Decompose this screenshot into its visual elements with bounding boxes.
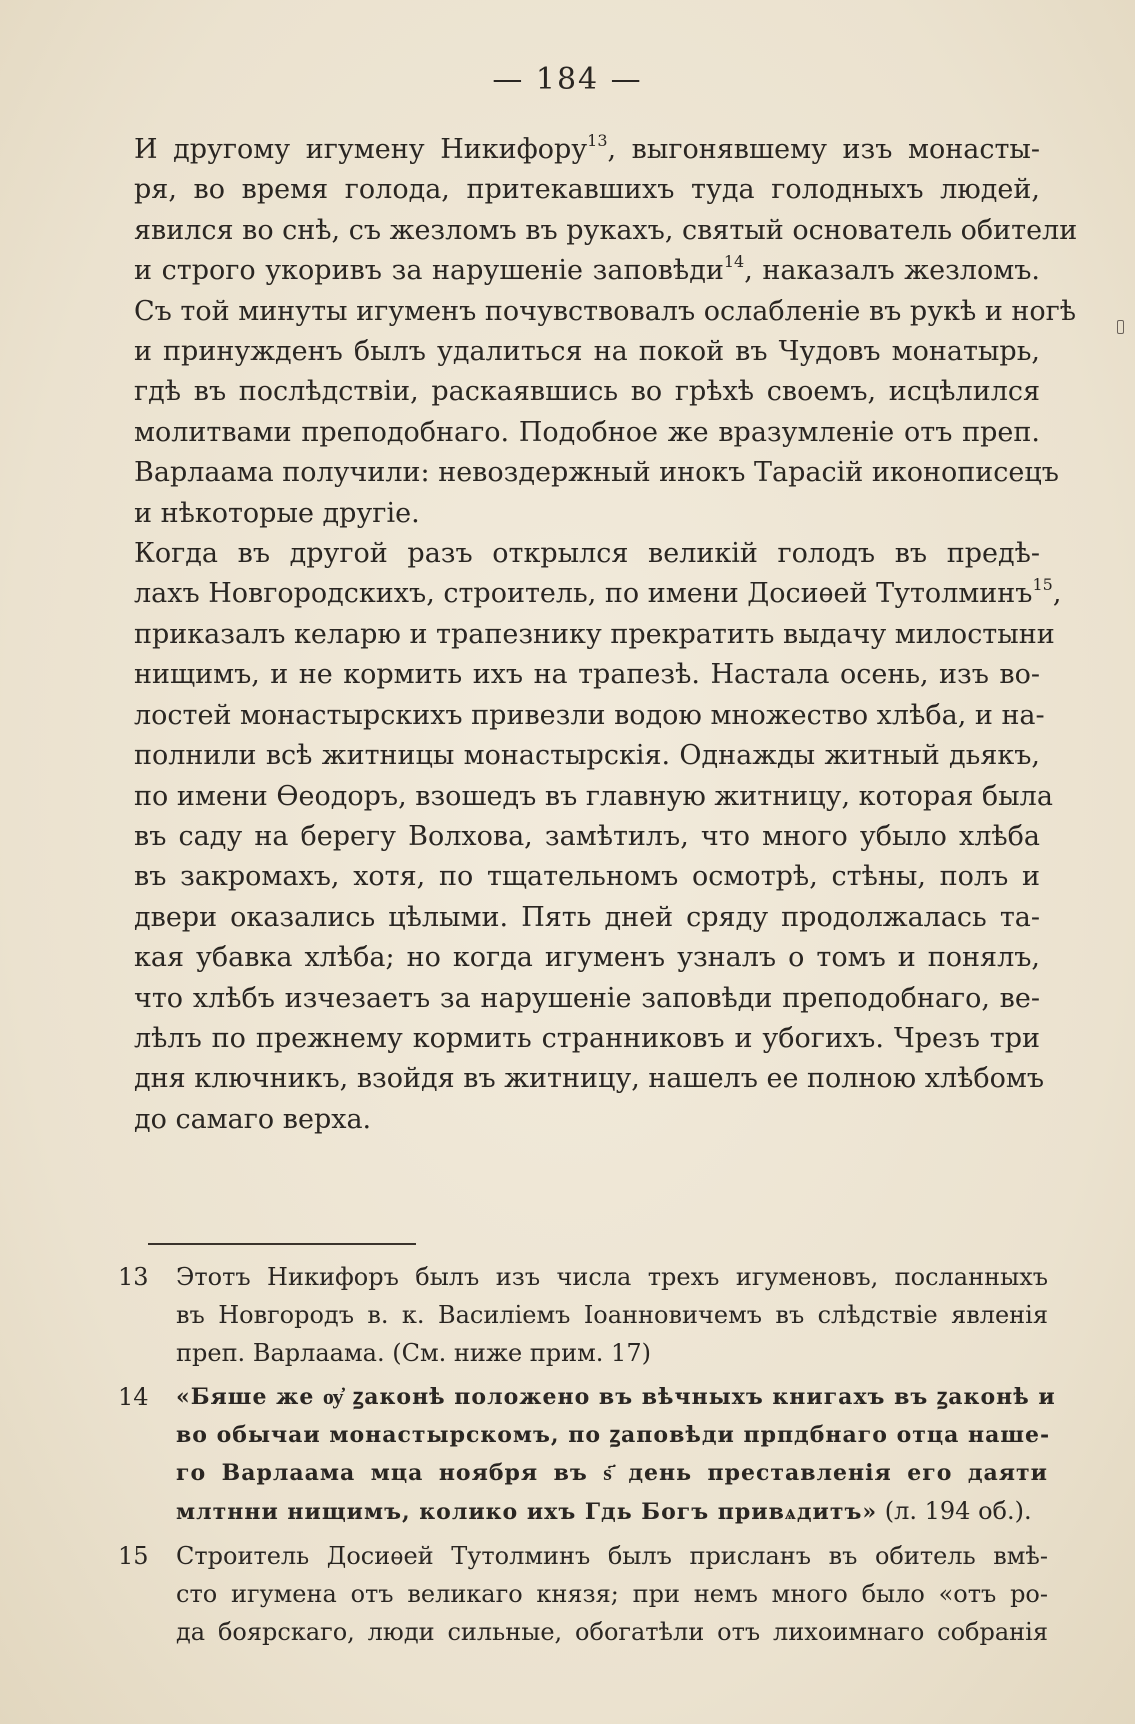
footnote-number: 13 [118, 1263, 149, 1291]
footnote-line: преп. Варлаама. (См. ниже прим. 17) [176, 1339, 651, 1367]
footnotes [118, 1258, 1056, 1657]
text-line: въ закромахъ, хотя, по тщательномъ осмотрѣ, стѣны, полъ и [134, 861, 1040, 893]
footnote-line: сто игумена отъ великаго князя; при немъ много было «отъ ро- [176, 1580, 1048, 1608]
paragraph-1 [126, 130, 1078, 534]
paragraph-2 [126, 534, 1062, 1140]
footnote-ref-15[interactable]: 15 [1032, 575, 1053, 595]
text-line: гдѣ въ послѣдствіи, раскаявшись во грѣхѣ своемъ, исцѣлился [134, 376, 1040, 408]
text-line: приказалъ келарю и трапезнику прекратить выдачу милостыни [134, 618, 1055, 650]
text-line: и принужденъ былъ удалиться на покой въ Чудовъ монатырь, [134, 336, 1040, 368]
text-line: явился во снѣ, съ жезломъ въ рукахъ, святый основатель обители [134, 214, 1078, 246]
text-line [126, 574, 1062, 614]
footnote-13 [118, 1258, 1048, 1372]
footnote-line: Строитель Досиѳей Тутолминъ былъ присланъ въ обитель вмѣ- [176, 1542, 1048, 1570]
text-line: Когда въ другой разъ открылся великій голодъ въ предѣ- [134, 538, 1040, 570]
footnote-ref-14[interactable]: 14 [723, 252, 745, 272]
footnote-line: «Бяше же ѹ҆ ꙁаконѣ положено въ вѣчныхъ книгахъ въ ꙁаконѣ и [176, 1384, 1056, 1410]
footnote-number: 14 [118, 1383, 149, 1411]
text-line: въ саду на берегу Волхова, замѣтилъ, что много убыло хлѣба [134, 820, 1040, 852]
text-span: И другому игумену Никифору [134, 134, 588, 165]
text-line: что хлѣбъ изчезаетъ за нарушеніе заповѣди преподобнаго, ве- [134, 982, 1040, 1014]
text-line: Съ той минуты игуменъ почувствовалъ ослабленіе въ рукѣ и ногѣ [134, 295, 1077, 327]
text-line: ря, во время голода, притекавшихъ туда голодныхъ людей, [134, 174, 1040, 206]
footnote-line: Этотъ Никифоръ былъ изъ числа трехъ игуменовъ, посланныхъ [176, 1263, 1048, 1291]
text-span: , выгонявшему изъ монасты- [607, 134, 1040, 165]
footnote-line: въ Новгородъ в. к. Василіемъ Іоанновичемъ въ слѣдствіе явленія [176, 1301, 1048, 1329]
text-line: нищимъ, и не кормить ихъ на трапезѣ. Настала осень, изъ во- [134, 659, 1040, 691]
text-line: кая убавка хлѣба; но когда игуменъ узналъ о томъ и понялъ, [134, 942, 1040, 974]
text-line: до самаго верха. [134, 1103, 372, 1135]
text-line [126, 130, 1040, 170]
text-line: полнили всѣ житницы монастырскія. Однажды житный дьякъ, [134, 740, 1040, 772]
text-span: , наказалъ жезломъ. [744, 255, 1040, 287]
footnote-ref-13[interactable]: 13 [587, 131, 608, 150]
footnote-line: да боярскаго, люди сильные, обогатѣли отъ лихоимнаго собранія [176, 1618, 1048, 1646]
footnote-line [176, 1492, 1048, 1531]
footnote-divider [148, 1243, 416, 1245]
page-number: — 184 — [492, 62, 643, 97]
text-line: молитвами преподобнаго. Подобное же вразумленіе отъ преп. [134, 416, 1040, 448]
text-span: , [1052, 578, 1062, 610]
footnote-span: (л. 194 об.). [884, 1497, 1032, 1525]
text-span: лахъ Новгородскихъ, строитель, по имени Досиѳей Тутолминъ [134, 578, 1033, 610]
text-line: и нѣкоторые другіе. [134, 497, 420, 529]
footnote-14 [118, 1378, 1056, 1531]
text-line: лѣлъ по прежнему кормить странниковъ и убогихъ. Чрезъ три [134, 1022, 1040, 1054]
text-line: дня ключникъ, взойдя въ житницу, нашелъ ее полною хлѣбомъ [134, 1063, 1045, 1095]
main-text [126, 130, 1078, 1140]
footnote-15 [118, 1537, 1048, 1651]
text-line: двери оказались цѣлыми. Пять дней сряду продолжалась та- [134, 901, 1040, 933]
text-line: по имени Ѳеодоръ, взошедъ въ главную житницу, которая была [134, 780, 1053, 812]
text-line: Варлаама получили: невоздержный инокъ Тарасій иконописецъ [134, 457, 1059, 489]
margin-mark-icon [1117, 320, 1124, 334]
footnote-number: 15 [118, 1542, 149, 1570]
footnote-span: млтнни нищимъ, колико ихъ Гдь Богъ привѧдитъ» [176, 1499, 878, 1525]
footnote-line: го Варлаама мца ноября въ ѕ҃ день преставленія его даяти [176, 1460, 1048, 1486]
footnote-line: во обычаи монастырскомъ, по ꙁаповѣди прпдбнаго отца наше- [176, 1422, 1051, 1448]
text-span: и строго укоривъ за нарушеніе заповѣди [134, 255, 724, 287]
text-line [126, 251, 1040, 291]
text-line: лостей монастырскихъ привезли водою множество хлѣба, и на- [134, 699, 1045, 731]
